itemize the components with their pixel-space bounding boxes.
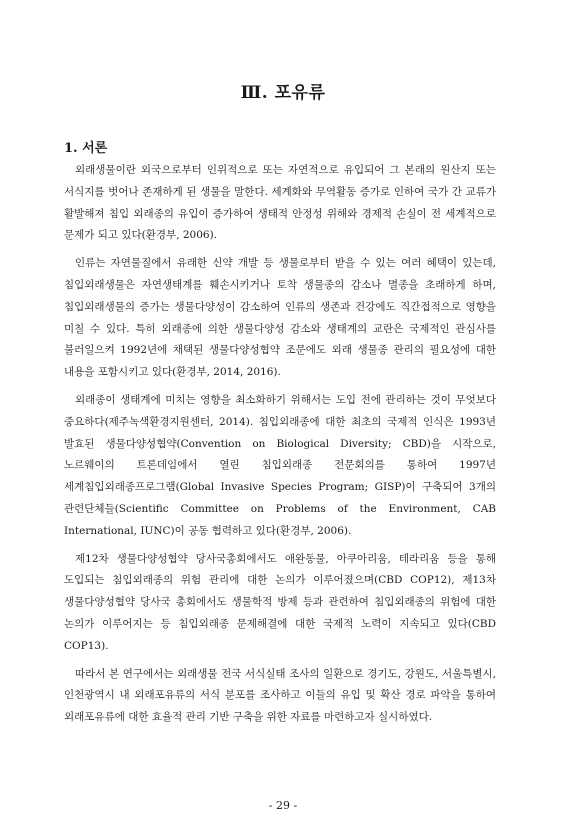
page-number: - 29 - <box>268 799 298 812</box>
paragraph-4: 제12차 생물다양성협약 당사국총회에서도 애완동물, 아쿠아리움, 테라리움 등을 통해 도입되는 침입외래종의 위험 관리에 대한 논의가 이루어졌으며(CBD COP12), 제13차 생물다양성협약 당사국 총회에서도 생물학적 방제 등과 관련하여 침입외래종의 위험에 대한 논의가 이루어지는 등 침입외래종 문제해결에 대한 국제적 노력이 지속되고 있다(CBD COP13). <box>64 552 496 652</box>
page-title: Ⅲ. 포유류 <box>240 83 326 103</box>
paragraph-1: 외래생물이란 외국으로부터 인위적으로 또는 자연적으로 유입되어 그 본래의 원산지 또는 서식지를 벗어나 존재하게 된 생물을 말한다. 세계화와 무역활동 증가로 인하여 국가 간 교류가 활발해져 침입 외래종의 유입이 증가하여 생태적 안정성 위해와 경제적 손실이 전 세계적으로 문제가 되고 있다(환경부, 2006). <box>64 164 496 242</box>
paragraph-2: 인류는 자연물질에서 유래한 신약 개발 등 생물로부터 받을 수 있는 여러 혜택이 있는데, 침입외래생물은 자연생태계를 훼손시키거나 토착 생물종의 감소나 멸종을 초래하게 하며, 침입외래생물의 증가는 생물다양성이 감소하여 인류의 생존과 건강에도 직간접적으로 영향을 미칠 수 있다. 특히 외래종에 의한 생물다양성 감소와 생태계의 교란은 국제적인 관심사를 불러일으켜 1992년에 채택된 생물다양성협약 조문에도 외래 생물종 관리의 필요성에 대한 내용을 포함시키고 있다(환경부, 2014, 2016). <box>64 257 496 379</box>
section-heading: 1. 서론 <box>64 141 108 156</box>
body-text <box>64 160 496 735</box>
paragraph-5: 따라서 본 연구에서는 외래생물 전국 서식실태 조사의 일환으로 경기도, 강원도, 서울특별시, 인천광역시 내 외래포유류의 서식 분포를 조사하고 이들의 유입 및 확산 경로 파악을 통하여 외래포유류에 대한 효율적 관리 기반 구축을 위한 자료를 마련하고자 실시하였다. <box>64 667 496 724</box>
paragraph-3: 외래종이 생태계에 미치는 영향을 최소화하기 위해서는 도입 전에 관리하는 것이 무엇보다 중요하다(제주녹색환경지원센터, 2014). 침입외래종에 대한 최초의 국제적 인식은 1993년 발효된 생물다양성협약(Convention on Biological Diversity; CBD)을 시작으로, 노르웨이의 트론데임에서 열린 침입외래종 전문회의를 통하여 1997년 세계침입외래종프로그램(Global Invasive Species Program; GISP)이 구축되어 3개의 관련단체들(Scientific Committee on Problems of the Environment, CAB International, IUNC)이 공동 협력하고 있다(환경부, 2006). <box>64 393 496 537</box>
